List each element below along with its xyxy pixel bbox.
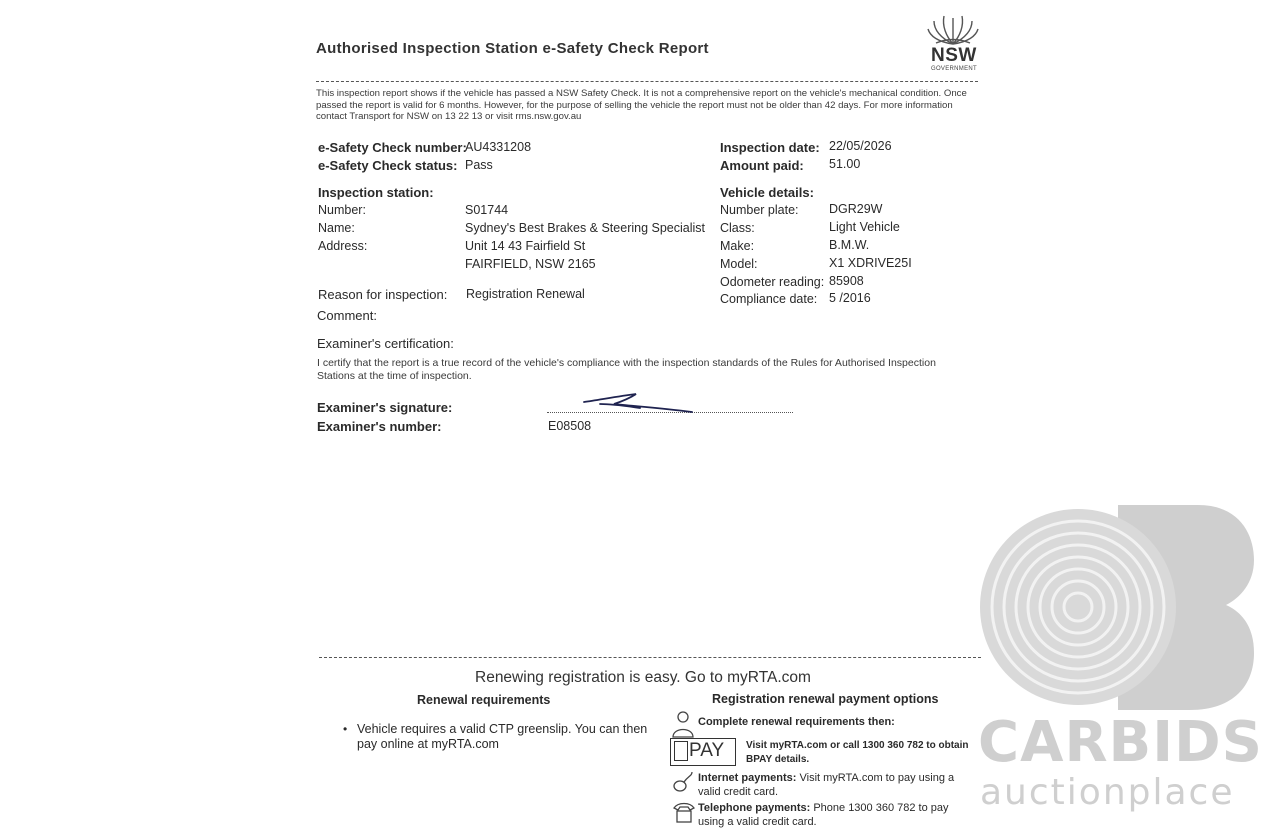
mouse-icon	[672, 770, 694, 794]
make-value: B.M.W.	[829, 238, 870, 252]
watermark-brand: CARBIDS	[978, 710, 1263, 775]
bullet-icon: •	[343, 722, 348, 736]
nsw-logo-subtext: GOVERNMENT	[931, 66, 978, 72]
model-label: Model:	[720, 257, 758, 271]
nsw-government-logo	[924, 12, 982, 76]
station-name-label: Name:	[318, 221, 355, 235]
check-status-label: e-Safety Check status:	[318, 158, 458, 173]
telephone-icon	[672, 800, 696, 824]
carbids-b-logo-icon	[978, 505, 1254, 710]
bpay-logo-text: PAY	[689, 740, 725, 761]
station-heading: Inspection station:	[318, 185, 434, 200]
station-address-line2: FAIRFIELD, NSW 2165	[465, 257, 596, 271]
check-status-value: Pass	[465, 158, 493, 172]
class-value: Light Vehicle	[829, 220, 900, 234]
odometer-label: Odometer reading:	[720, 275, 825, 289]
plate-label: Number plate:	[720, 203, 799, 217]
examiner-number-value: E08508	[548, 419, 592, 433]
make-label: Make:	[720, 239, 755, 253]
station-number-value: S01744	[465, 203, 509, 217]
nsw-logo-text: NSW	[931, 45, 977, 66]
examiner-number-label: Examiner's number:	[317, 419, 442, 434]
amount-paid-label: Amount paid:	[720, 158, 804, 173]
telephone-payments-label: Telephone payments:	[698, 802, 811, 814]
class-label: Class:	[720, 221, 755, 235]
renewal-requirements-heading: Renewal requirements	[417, 693, 551, 707]
page-title: Authorised Inspection Station e-Safety Check Report	[316, 40, 709, 57]
complete-requirements-text: Complete renewal requirements then:	[698, 716, 895, 728]
model-value: X1 XDRIVE25I	[829, 256, 912, 270]
signature-image	[580, 390, 710, 418]
signature-label: Examiner's signature:	[317, 400, 453, 415]
station-address-label: Address:	[318, 239, 368, 253]
intro-text: This inspection report shows if the vehicle has passed a NSW Safety Check. It is not a comprehensive report on the vehicle's mechanical condition. Once passed the report is valid for 6 months. However, for the purpose of selling the vehicle the report must not be older than 42 days. For more information contact Transport for NSW on 13 22 13 or visit rms.nsw.gov.au	[316, 88, 967, 122]
vehicle-heading: Vehicle details:	[720, 185, 814, 200]
header-divider	[316, 81, 978, 82]
odometer-value: 85908	[829, 274, 864, 288]
station-number-label: Number:	[318, 203, 366, 217]
check-number-label: e-Safety Check number:	[318, 140, 467, 155]
station-name-value: Sydney's Best Brakes & Steering Specialist	[465, 221, 706, 235]
payment-options-heading: Registration renewal payment options	[712, 692, 939, 706]
internet-payments	[698, 771, 972, 799]
bpay-logo	[670, 738, 736, 766]
inspection-date-label: Inspection date:	[720, 140, 820, 155]
telephone-payments-text: Phone 1300 360 782 to pay using a valid credit card.	[698, 802, 949, 828]
watermark-tagline: auctionplace	[980, 772, 1235, 813]
bpay-text: Visit myRTA.com or call 1300 360 782 to obtain BPAY details.	[746, 740, 969, 765]
station-address-line1: Unit 14 43 Fairfield St	[465, 239, 586, 253]
comment-label: Comment:	[317, 308, 377, 323]
footer-banner: Renewing registration is easy. Go to myRTA.com	[475, 669, 811, 686]
waratah-icon	[924, 12, 982, 46]
bpay-b-mark	[674, 741, 688, 761]
reason-value: Registration Renewal	[466, 287, 585, 301]
compliance-value: 5 /2016	[829, 291, 871, 305]
internet-payments-text: Visit myRTA.com to pay using a valid credit card.	[698, 772, 955, 798]
certification-text: I certify that the report is a true record of the vehicle's compliance with the inspection standards of the Rules for Authorised Inspection Stations at the time of inspection.	[317, 357, 936, 382]
person-icon	[671, 710, 695, 738]
carbids-watermark-logo	[978, 505, 1254, 710]
inspection-date-value: 22/05/2026	[829, 139, 892, 153]
renewal-requirement-item: Vehicle requires a valid CTP greenslip. You can then pay online at myRTA.com	[357, 722, 648, 751]
compliance-label: Compliance date:	[720, 292, 818, 306]
reason-label: Reason for inspection:	[318, 287, 448, 302]
footer-divider	[319, 657, 981, 658]
check-number-value: AU4331208	[465, 140, 532, 154]
amount-paid-value: 51.00	[829, 157, 861, 171]
certification-heading: Examiner's certification:	[317, 336, 454, 351]
internet-payments-label: Internet payments:	[698, 772, 797, 784]
plate-value: DGR29W	[829, 202, 883, 216]
